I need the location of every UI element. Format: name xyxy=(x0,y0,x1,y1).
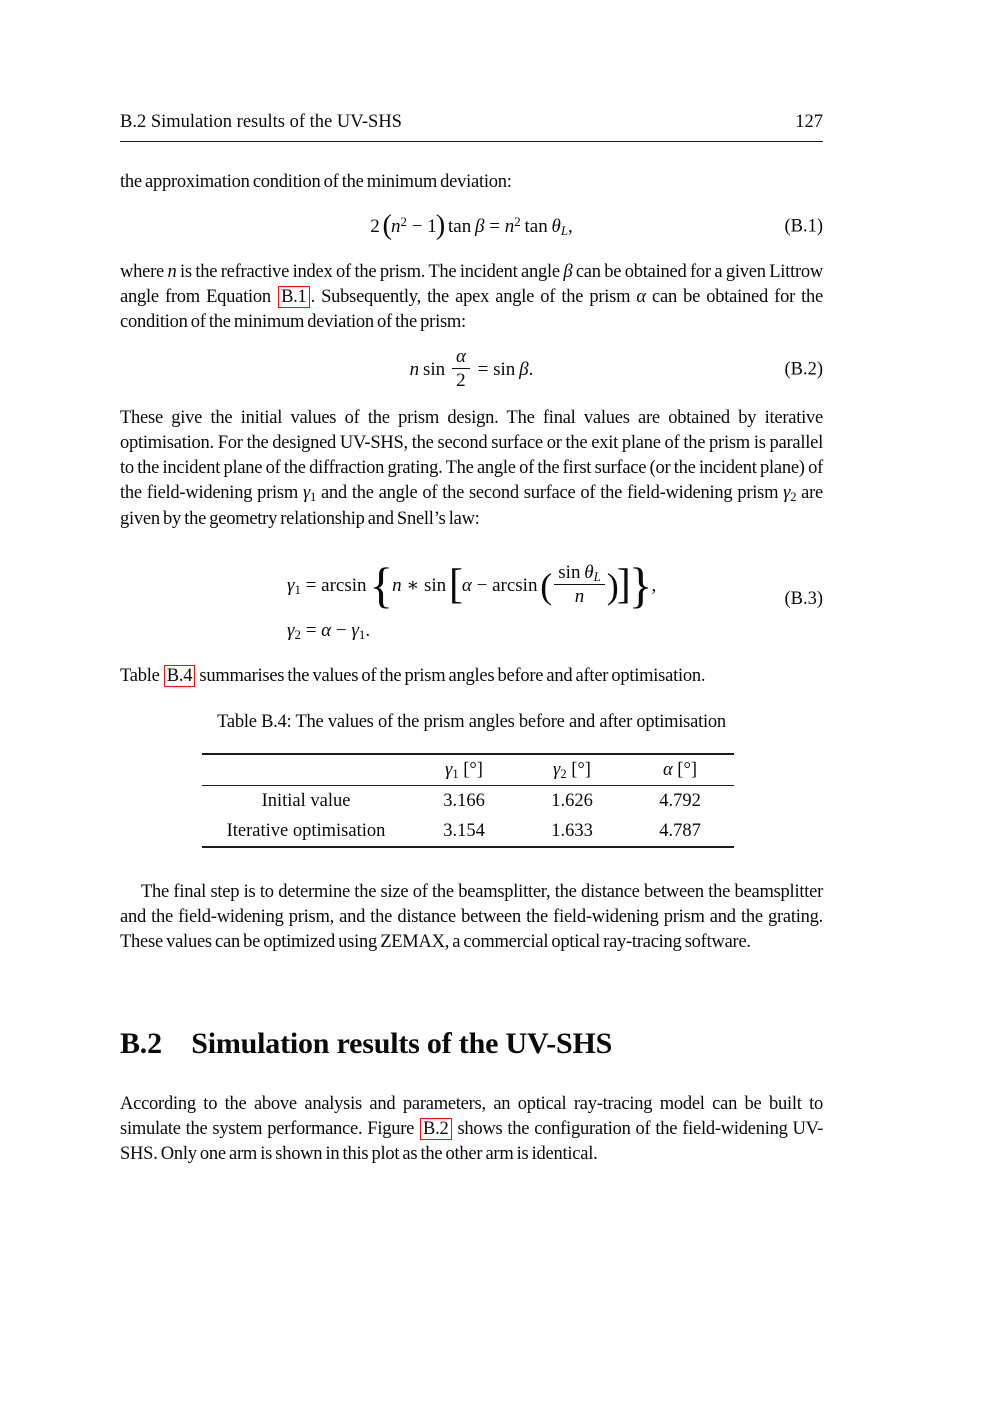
math-token: α xyxy=(662,759,673,780)
math-token: 2 xyxy=(790,490,797,505)
table-cell: 4.792 xyxy=(659,790,701,811)
big-delimiter: ] xyxy=(616,561,631,608)
running-header xyxy=(120,111,823,142)
section-title: Simulation results of the UV-SHS xyxy=(191,1027,613,1060)
math-token: 1 xyxy=(358,627,366,643)
section-number: B.2 xyxy=(120,1027,162,1060)
math-token: γ xyxy=(445,759,453,780)
table-cell: 3.166 xyxy=(443,790,485,811)
table-header-cell-gamma1: γ1 [°] xyxy=(445,759,483,781)
running-header-title: B.2 Simulation results of the UV-SHS xyxy=(120,112,402,132)
table-header-cell-alpha: α [°] xyxy=(662,759,698,780)
math-token: θ xyxy=(551,216,561,237)
math-token: γ xyxy=(302,483,310,503)
table-cell: 1.626 xyxy=(551,790,593,811)
table-cell: 4.787 xyxy=(659,820,701,841)
math-token: β xyxy=(563,262,573,282)
equation-b2-math: n sin $\frac{\alpha}{2}$ = sin β. xyxy=(409,345,534,392)
math-token: 1 xyxy=(309,490,317,505)
math-token: γ xyxy=(287,620,295,641)
big-delimiter: } xyxy=(628,557,653,613)
math-token: γ xyxy=(783,483,791,503)
equation-b3 xyxy=(120,557,823,649)
math-token: β xyxy=(519,359,529,380)
cross-reference-link[interactable]: B.4 xyxy=(164,665,195,687)
equation-b3-label: (B.3) xyxy=(784,589,823,609)
paragraph-after-eq1: where n is the refractive index of the prism. The incident angle β can be obtained for a given Littrow angle from Equation B.1 . Subsequently, the apex angle of the prism α can be obtained for the condition of the minimum deviation of the prism: xyxy=(120,262,824,332)
math-token: n xyxy=(574,586,585,608)
math-token: 2 xyxy=(514,213,521,229)
paragraph-after-eq2: These give the initial values of the prism design. The final values are obtained by iterative optimisation. For the designed UV-SHS, the second surface or the exit plane of the prism is parallel to the incident plane of the diffraction grating. The angle of the first surface (or the incident plane) of the field-widening prism γ1 and the angle of the second surface of the field-widening prism γ2 are given by the geometry relationship and Snell’s law: xyxy=(120,408,823,529)
cross-reference-link[interactable]: B.2 xyxy=(420,1118,451,1140)
section-heading xyxy=(120,1027,823,1061)
math-token: n xyxy=(392,575,402,596)
equation-b2 xyxy=(120,343,823,397)
big-delimiter: [ xyxy=(448,561,463,608)
big-delimiter: ( xyxy=(382,210,393,242)
table-cell: 3.154 xyxy=(443,820,485,841)
math-token: α xyxy=(461,575,472,596)
math-token: γ xyxy=(287,575,295,596)
table-header-row xyxy=(202,754,734,786)
table-row-label: Iterative optimisation xyxy=(226,820,386,841)
math-token: α xyxy=(636,287,646,307)
math-token: n xyxy=(391,216,401,237)
cross-reference-link[interactable]: B.1 xyxy=(278,286,309,308)
math-token: L xyxy=(560,223,569,239)
equation-b1-label: (B.1) xyxy=(784,216,823,237)
equation-b1 xyxy=(120,204,823,250)
math-token: 1 xyxy=(452,766,459,781)
big-delimiter: ) xyxy=(606,565,619,606)
paragraph-intro: the approximation condition of the minimum deviation: xyxy=(120,172,512,192)
math-token: 2 xyxy=(400,213,407,229)
page-number: 127 xyxy=(795,112,823,132)
table-caption: Table B.4: The values of the prism angles before and after optimisation xyxy=(217,712,726,732)
equation-b1-math: 2 $(n^2 - 1)$ $\tan \beta = n^2$ tan θL, xyxy=(370,210,573,242)
math-token: n xyxy=(504,216,515,237)
table-header-cell-gamma2: γ2 [°] xyxy=(553,759,591,781)
math-token: 1 xyxy=(294,582,301,598)
math-token: 2 xyxy=(560,766,567,781)
paragraph-final-step: The final step is to determine the size of the beamsplitter, the distance between the beamsplitter and the field-widening prism, and the distance between the field-widening prism and the grating. These values can be optimized using ZEMAX, a commercial optical ray-tracing software. xyxy=(120,882,823,952)
math-token: α xyxy=(321,620,332,641)
table-header-cell-empty xyxy=(202,754,410,786)
table-row xyxy=(202,786,734,817)
big-delimiter: ) xyxy=(435,210,446,242)
equation-b2-label: (B.2) xyxy=(784,359,823,380)
paragraph-table-ref: Table B.4 summarises the values of the prism angles before and after optimisation. xyxy=(120,666,706,686)
equation-b3-line2: γ2 = α − γ1. xyxy=(287,620,371,643)
math-token: n xyxy=(167,262,177,282)
math-token: θ xyxy=(584,561,594,583)
equation-b3-line1: γ1 = arcsin {n ∗ sin [α − arcsin ( $\frac{\text{sin θL}}{n}$ )]}, xyxy=(287,557,657,613)
prism-angles-table xyxy=(202,753,734,848)
table-cell: 1.633 xyxy=(551,820,593,841)
table-row xyxy=(202,816,734,847)
paragraph-section-body: According to the above analysis and parameters, an optical ray-tracing model can be built to simulate the system performance. Figure B.2 shows the configuration of the field-widening UV-SHS. Only one arm is shown in this plot as the other arm is identical. xyxy=(120,1094,823,1164)
math-token: γ xyxy=(351,620,359,641)
fraction: $\frac{\alpha}{2}$ xyxy=(452,346,470,392)
table-row-label: Initial value xyxy=(261,790,351,811)
big-delimiter: { xyxy=(369,557,394,613)
math-token: β xyxy=(475,216,485,237)
big-delimiter: ( xyxy=(540,565,553,606)
math-token: γ xyxy=(553,759,561,780)
math-token: α xyxy=(455,345,466,367)
fraction: $\frac{\text{sin θL}}{n}$ xyxy=(554,562,605,608)
math-token: 2 xyxy=(294,627,301,643)
math-token: L xyxy=(593,568,601,584)
math-token: n xyxy=(409,359,420,380)
